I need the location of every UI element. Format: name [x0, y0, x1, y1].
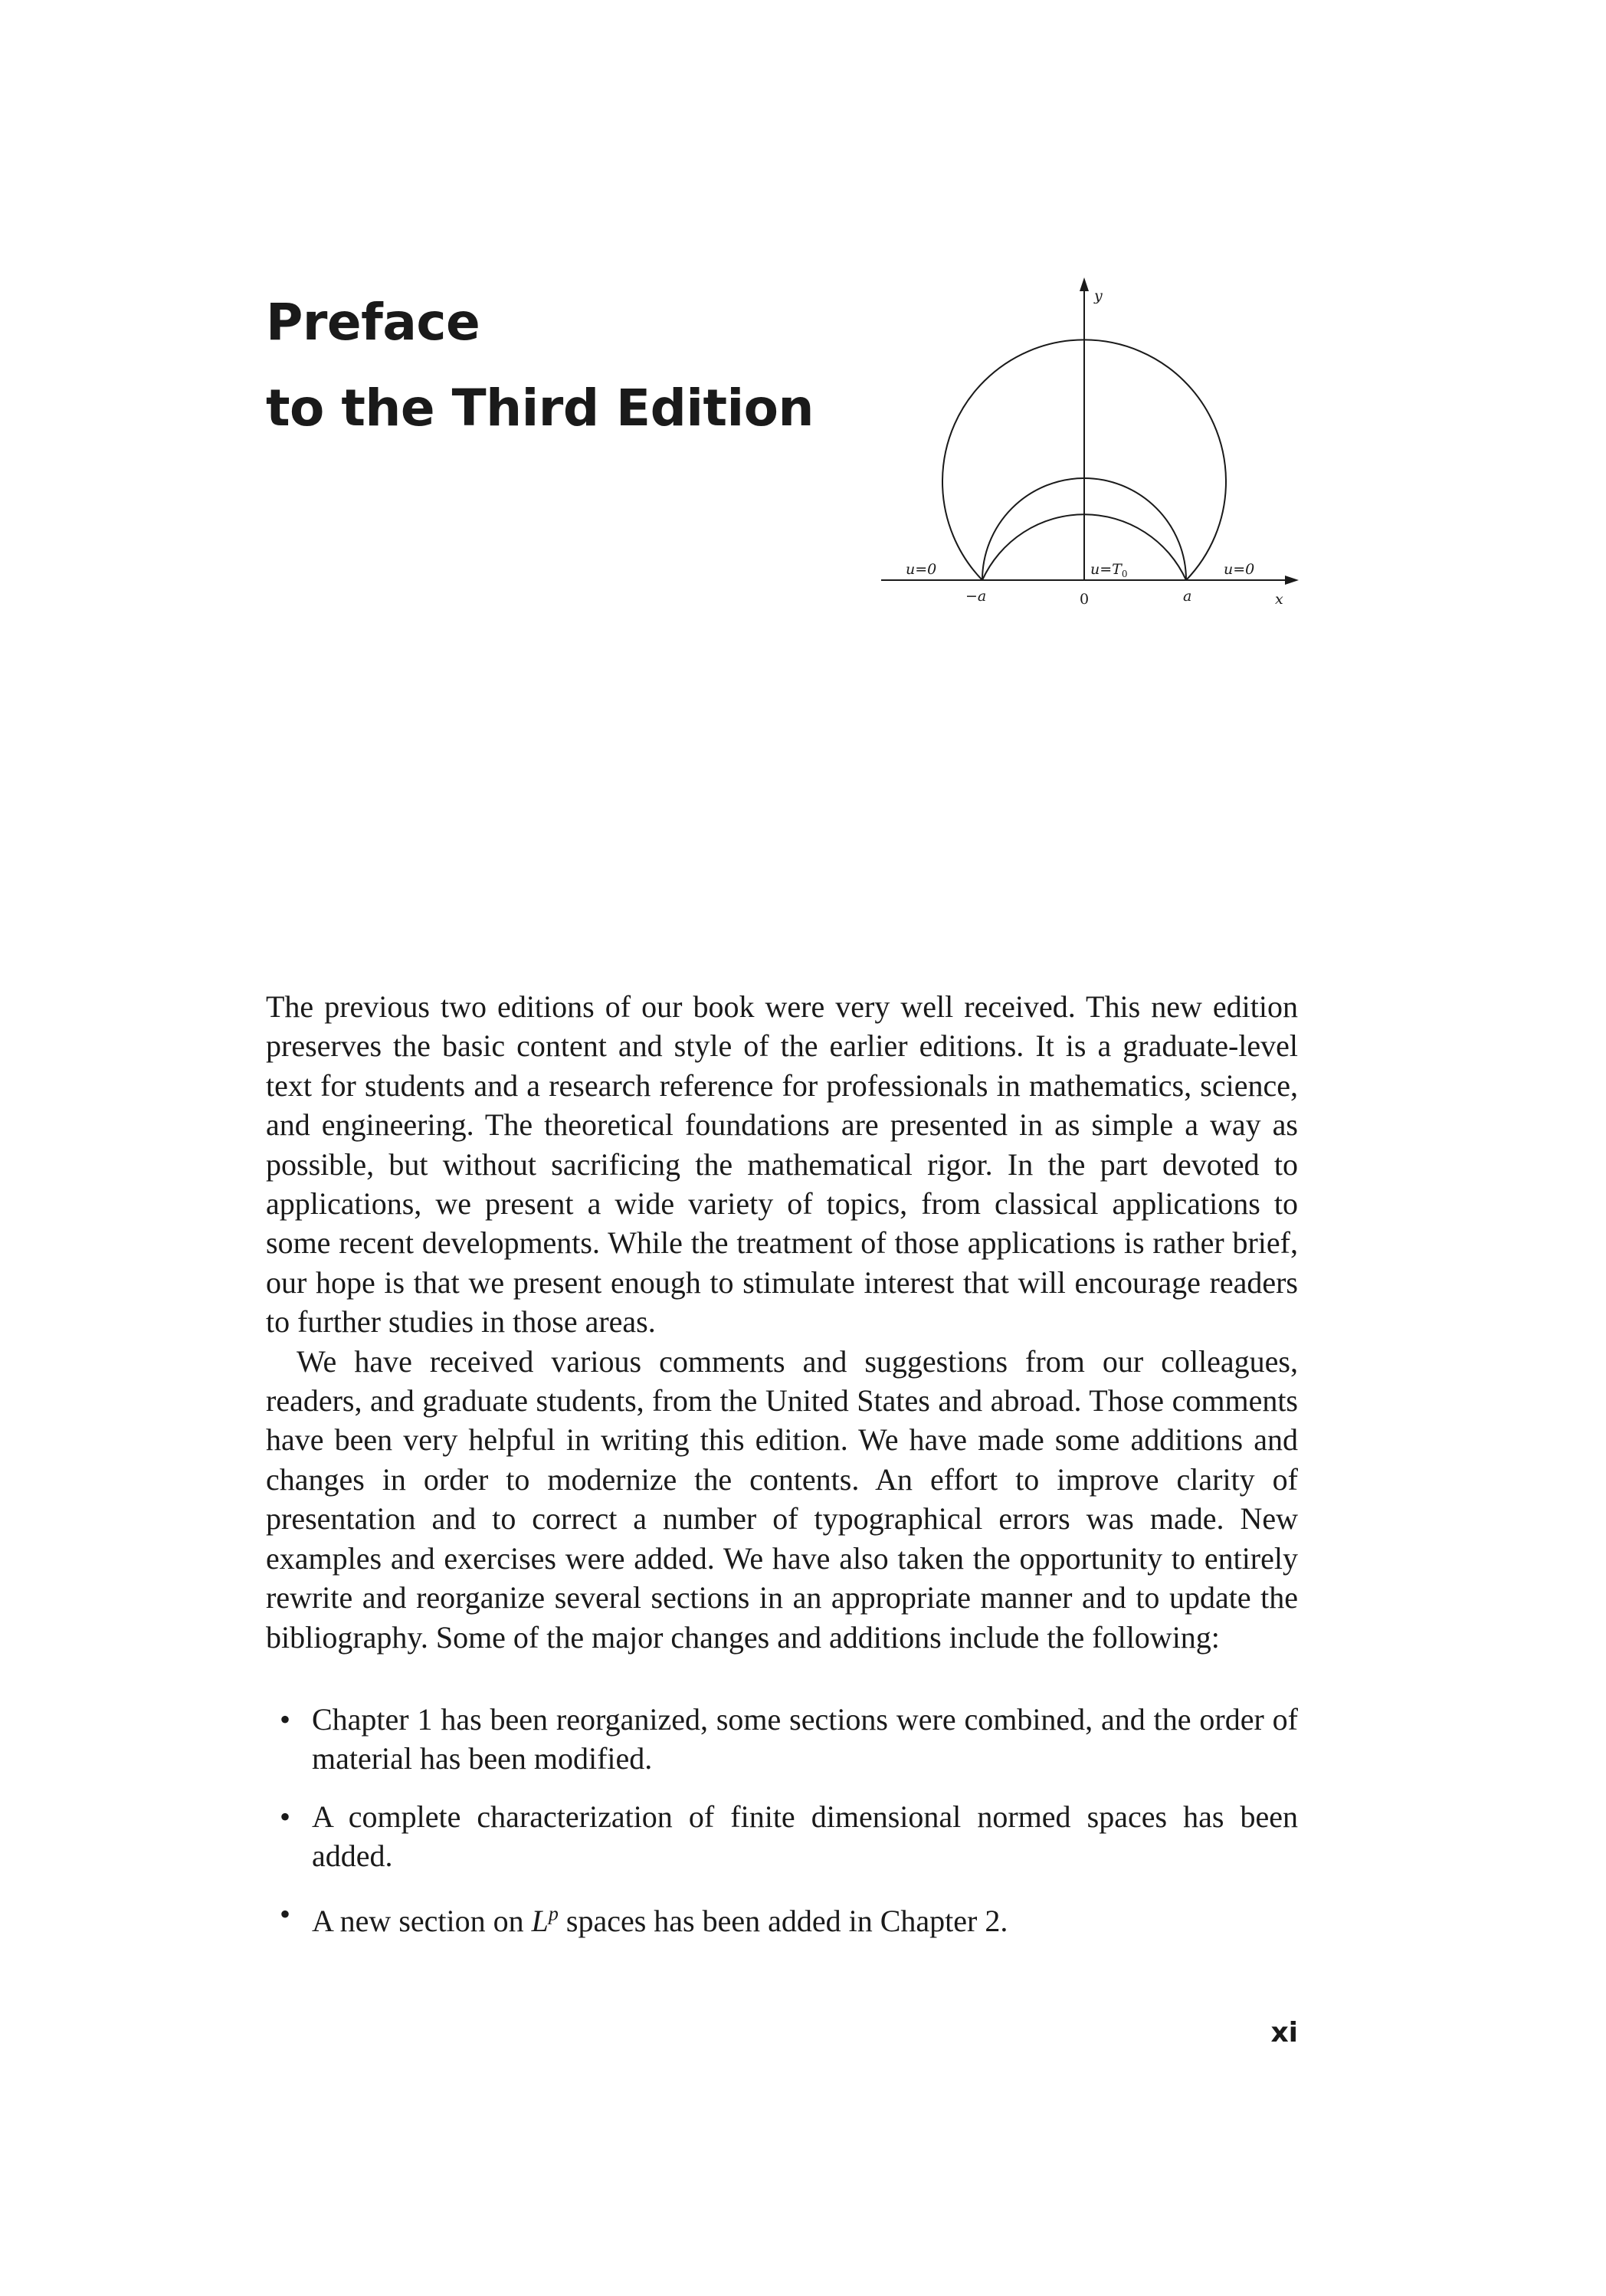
title-line-1: Preface [266, 293, 480, 352]
list-item [266, 1894, 1298, 1941]
list-item-text: Chapter 1 has been reorganized, some sections were combined, and the order of material has been modified. [312, 1701, 1298, 1776]
x-axis-label: x [1275, 591, 1283, 608]
paragraph-1: The previous two editions of our book were very well received. This new edition preserves the basic content and style of the earlier editions. It is a graduate-level text for students and a research reference for professionals in mathematics, science, and engineering. The theoretical foundations are presented in as simple a way as possible, but without sacrificing the mathematical rigor. In the part devoted to applications, we present a wide variety of topics, from classical applications to some recent developments. While the treatment of those applications is rather brief, our hope is that we present enough to stimulate interest that will encourage readers to further studies in those areas. [266, 989, 1298, 1340]
bullet-marker: • [280, 1701, 291, 1737]
preface-body [266, 987, 1298, 1959]
boundary-label-left: u=0 [906, 561, 937, 578]
list-item-text: A complete characterization of finite dimensional normed spaces has been added. [312, 1799, 1298, 1874]
boundary-label-right: u=0 [1224, 561, 1255, 578]
tick-a: a [1183, 588, 1192, 605]
bullet-marker: • [280, 1799, 291, 1834]
tick-zero: 0 [1080, 591, 1090, 608]
list-item-text [312, 1904, 1008, 1938]
title-line-2: to the Third Edition [266, 379, 814, 438]
tick-neg-a: −a [965, 588, 987, 605]
list-item-text-before: A new section on [312, 1903, 532, 1938]
x-axis-arrow [1285, 576, 1299, 585]
boundary-label-center-subscript: 0 [1121, 569, 1128, 579]
boundary-label-center [1090, 561, 1127, 579]
lp-symbol-p: p [548, 1902, 559, 1925]
boundary-label-center-main: u=T [1090, 561, 1122, 578]
list-item [266, 1797, 1298, 1876]
y-axis-arrow [1080, 277, 1089, 291]
page-number: xi [1270, 2017, 1298, 2048]
lp-symbol-l: L [531, 1903, 549, 1938]
bullet-marker: • [280, 1896, 291, 1931]
changes-list [266, 1700, 1298, 1940]
paragraph-2: We have received various comments and suggestions from our colleagues, readers, and graduate students, from the United States and abroad. Those comments have been very helpful in writing this edition. We have made some additions and changes in order to modernize the contents. An effort to improve clarity of presentation and to correct a number of typographical errors was made. New examples and exercises were added. We have also taken the opportunity to entirely rewrite and reorganize several sections in an appropriate manner and to update the bibliography. Some of the major changes and additions include the following: [266, 1343, 1298, 1655]
semicircle-figure [873, 276, 1303, 613]
list-item [266, 1700, 1298, 1779]
y-axis-label: y [1094, 287, 1103, 304]
page-title [266, 280, 814, 451]
list-item-text-after: spaces has been added in Chapter 2. [558, 1903, 1008, 1938]
